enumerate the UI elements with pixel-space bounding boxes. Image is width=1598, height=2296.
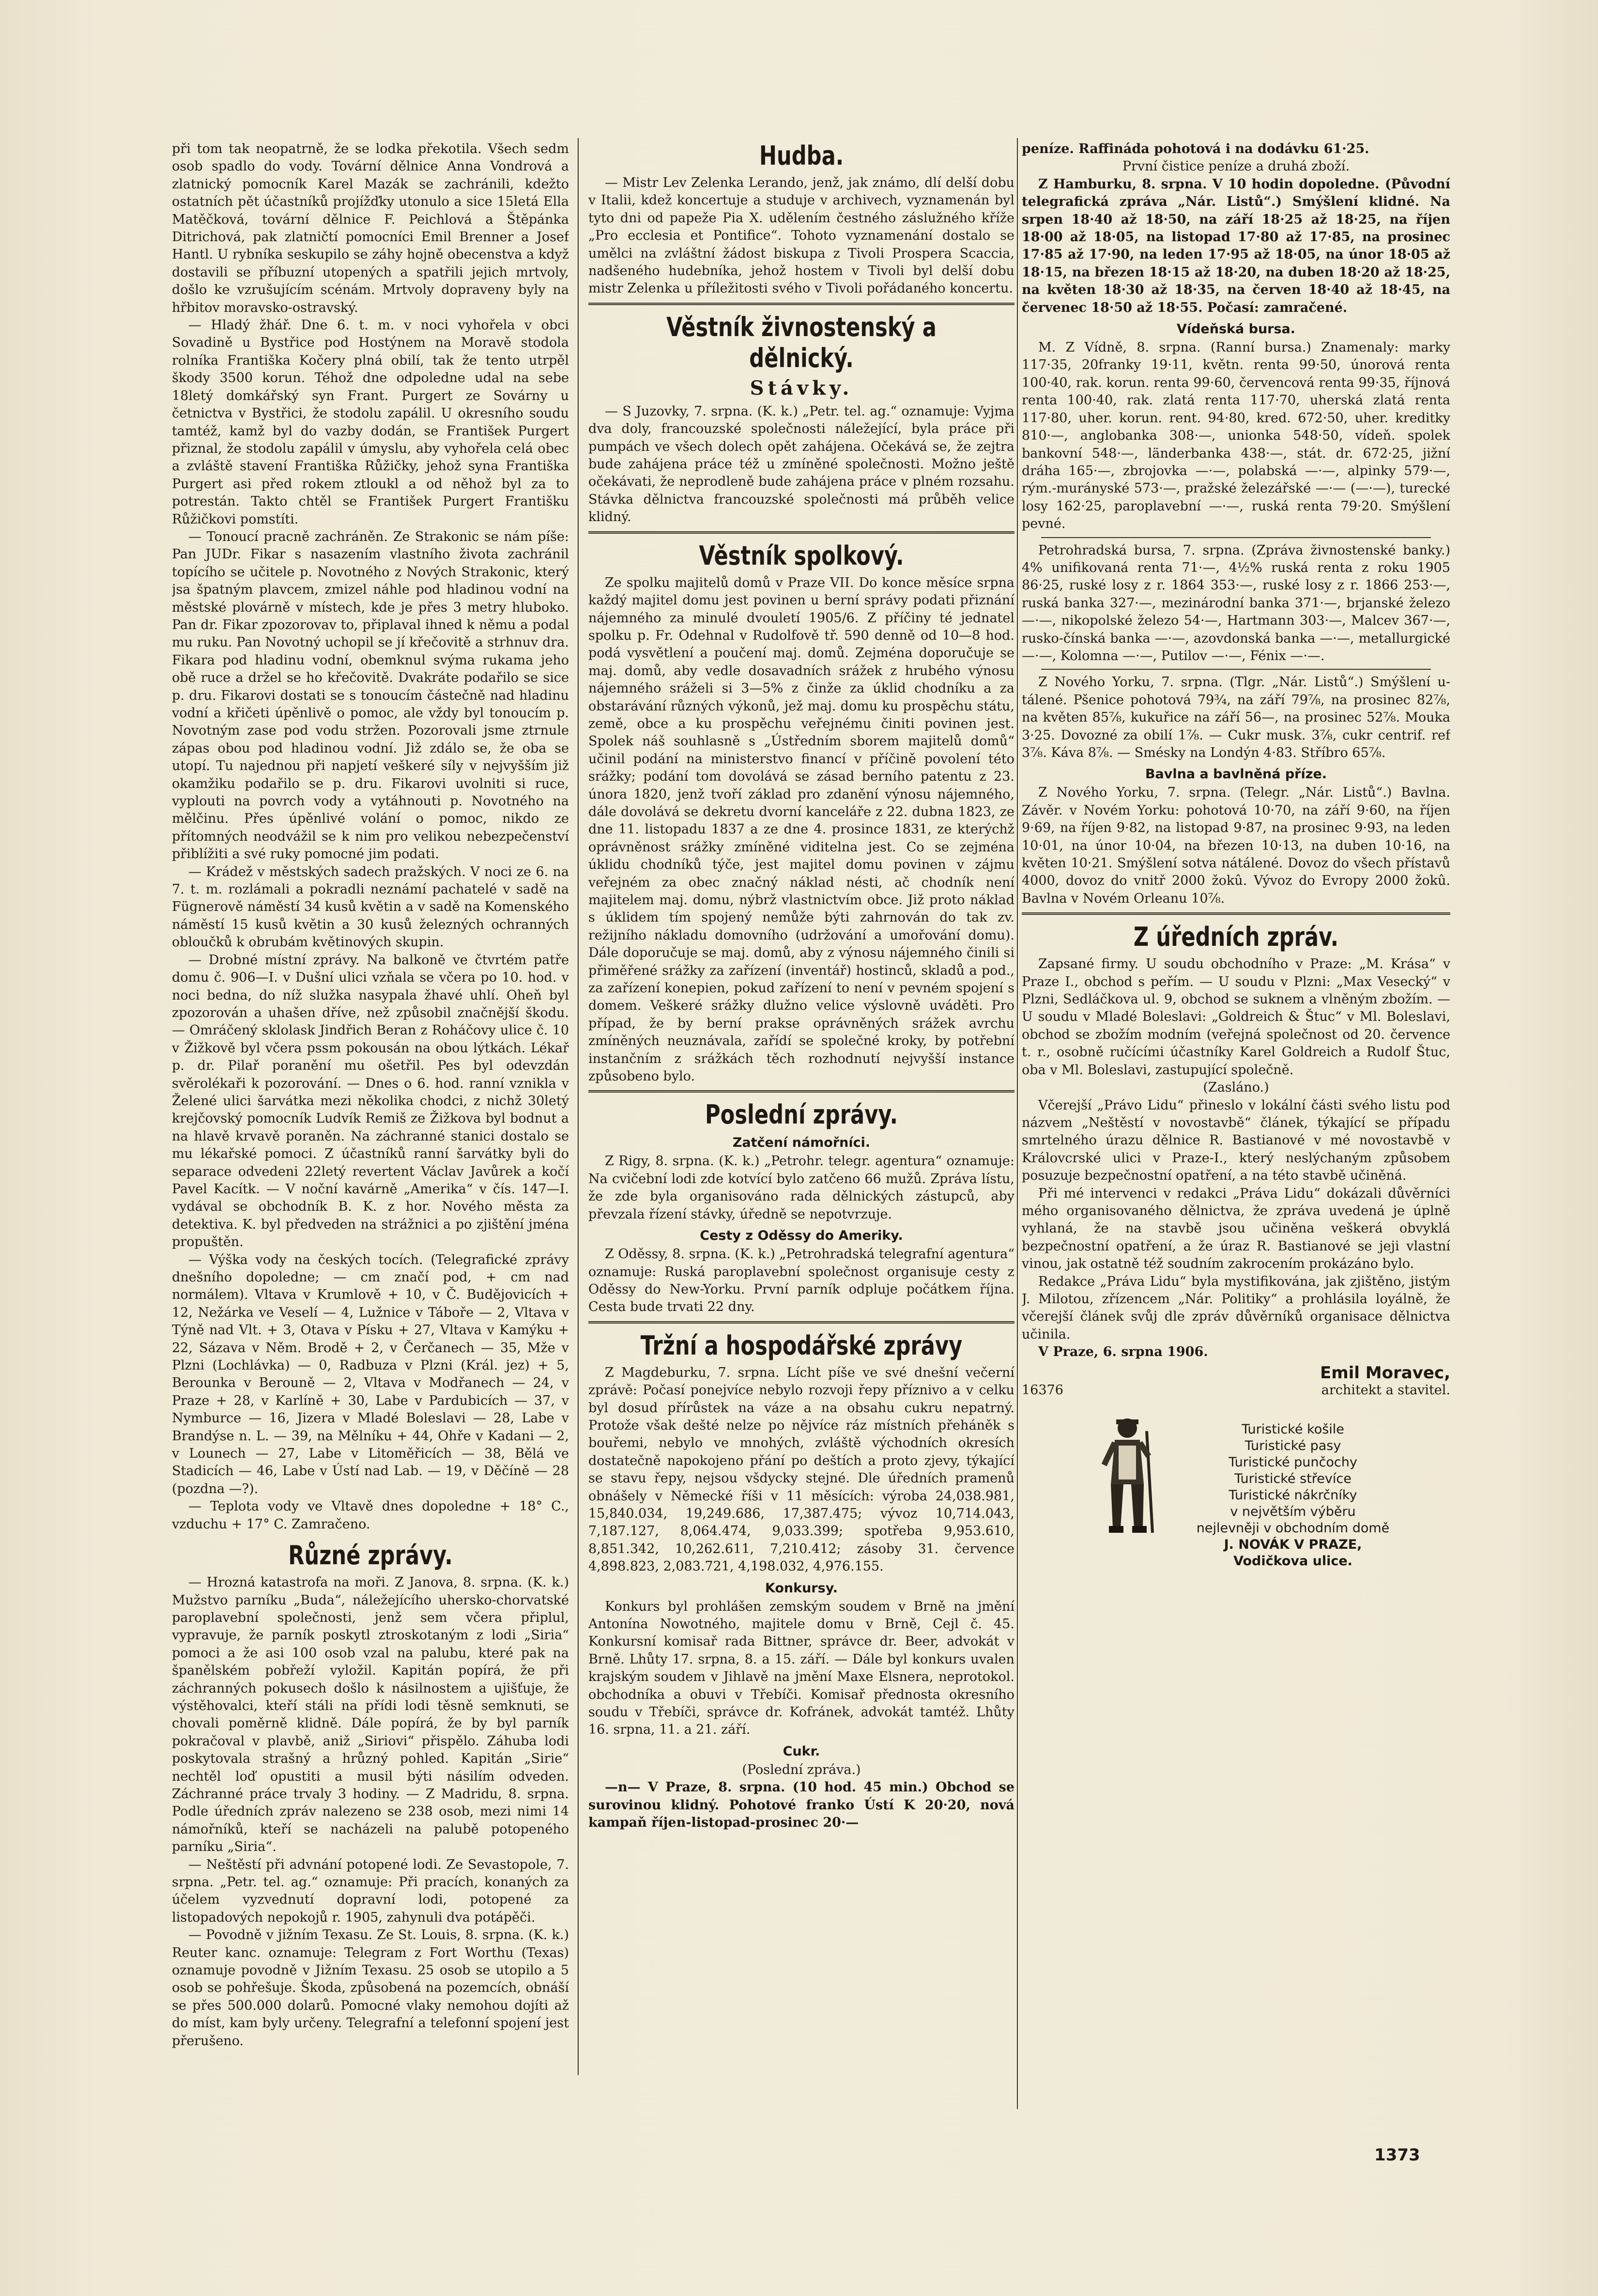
article-paragraph: — Teplota vody ve Vltavě dnes dopoledne + 18° C., vzduchu + 17° C. Zamračeno. [172, 1499, 569, 1532]
ad-line: Turistické střevíce [1234, 1471, 1352, 1487]
ad-line: Turistické košile [1242, 1422, 1344, 1437]
article-paragraph: — Drobné místní zprávy. Na balkoně ve čtvrtém patře domu č. 906—I. v Dušní ulici vzňala se včera po 10. hod. v noci bedna, do níž služka nasypala žhavé uhlí. Oheň byl zpozorován a uhašen dříve, než způsobil značnější škodu. — Omráčený sklolask Jindřich Beran z Roháčovy ulice č. 10 v Žižkově byl včera pssm pokousán na obou lýtkách. Lékař p. dr. Pilař poranění mu ošetřil. Pes byl odevzdán svěrolékaři k pozorování. — Dnes o 6. hod. ranní vznikla v Želené ulici šarvátka mezi několika chodci, z nichž 30letý krejčovský pomocník Ludvík Remiš ze Žižkova byl bodnut a na hlavě krvavě poraněn. Na záchranné stanici dostalo se mu lékařské pomoci. Z účastníků ranní šarvátky byli do separace odvedeni 22letý revertent Václav Javůrek a kočí Pavel Kacítk. — V noční kavárně „Amerika“ v čís. 147—I. vydával se obchodník B. K. z hor. Nového města za detektiva. K. byl předveden na strážnici a po zjištění jména propuštěn. [172, 952, 569, 1250]
article-paragraph: — Povodně v jižním Texasu. Ze St. Louis, 8. srpna. (K. k.) Reuter kanc. oznamuje: Telegram z Fort Worthu (Texas) oznamuje povodně v Jižním Texasu. 25 osob se utopilo a 5 osob se pohřešuje. Škoda, způsobená na pozemcích, obnáší se přes 500.000 dolarů. Pomocné vlaky nemohou dojíti až do míst, kam byly určeny. Telegrafní a telefonní spojení jest přerušeno. [172, 1927, 569, 2049]
section-divider [588, 531, 1014, 534]
article-paragraph: — Hladý žhář. Dne 6. t. m. v noci vyhořela v obci Sovadině u Bystřice pod Hostýnem na Moravě stodola rolníka Františka Kočery plná obilí, tak že tento utrpěl škody 3500 korun. Téhož dne odpoledne udal na sebe 18letý domkářský syn Frant. Purgert ze Sovárny u četnictva v Bystřici, že stodolu zapálil. U okresního soudu tamtéž, kamž byl do vazby dodán, se František Purgert přiznal, že stodolu zapálil v úmyslu, aby vyhořela celá obec a zvláště stavení Františka Růžičky, jehož syna Františka Purgert asi před rokem ztloukl a od něhož byl za to potrestán. Takto chtěl se František Purgert Františku Růžičkovi pomstíti. [172, 318, 569, 527]
column-right [1022, 140, 1450, 2131]
section-divider [1041, 537, 1431, 538]
article-paragraph: Zapsané firmy. U soudu obchodního v Praze: „M. Krása“ v Praze I., obchod s peřím. — U soudu v Plzni: „Max Vesecký“ v Plzni, Sedláčkova ul. 9, obchod se suknem a vlněným zbožím. — U soudu v Mladé Boleslavi: „Goldreich & Štuc“ v Ml. Boleslavi, obchod se zbožím modním (veřejná společnost od 20. července t. r., osobně ručícími účastníky Karel Goldreich a Rudolf Štuc, oba v Ml. Boleslavi, zastupující společně. [1022, 956, 1450, 1078]
article-paragraph: Z Hamburku, 8. srpna. V 10 hodin dopoledne. (Původní telegrafická zpráva „Nár. Listů“.) Smýšlení klidné. Na srpen 18·40 až 18·50, na září 18·25 až 18·25, na říjen 18·00 až 18·05, na listopad 17·80 až 17·85, na prosinec 17·85 až 17·90, na leden 17·95 až 18·05, na únor 18·05 až 18·15, na březen 18·15 až 18·20, na duben 18·20 až 18·25, na květen 18·30 až 18·35, na červen 18·40 až 18·45, na červenec 18·50 až 18·55. Počasí: zamračené. [1022, 176, 1450, 315]
article-paragraph: M. Z Vídně, 8. srpna. (Ranní bursa.) Znamenaly: marky 117·35, 20franky 19·11, květn. renta 99·50, únorová renta 100·40, rak. korun. renta 99·60, červencová renta 99·35, říjnová renta 100·40, rak. zlatá renta 117·70, uherská zlatá renta 117·80, uher. korun. rent. 94·80, kred. 672·50, uher. kreditky 810·—, anglobanka 308·—, unionka 548·50, vídeň. spolek bankovní 548·—, länderbanka 438·—, stát. dr. 672·25, jižní dráha 165·—, zbrojovka —·—, polabská —·—, alpinky 579·—, rým.-murányské 573·—, pražské železářské —·— (—·—), turecké losy 162·25, paroplavební —·—, ruská renta 79·20. Smýšlení pevné. [1022, 340, 1450, 532]
article-paragraph: — Neštěstí při advnání potopené lodi. Ze Sevastopole, 7. srpna. „Petr. tel. ag.“ oznamuje: Při pracích, konaných za účelem vyzvednutí dopravní lodi, potopené za listopadových nepokojů r. 1905, zahynuli dva potápěči. [172, 1857, 569, 1925]
column-divider [578, 138, 579, 2075]
article-paragraph: — Mistr Lev Zelenka Lerando, jenž, jak známo, dlí delší dobu v Italii, kdež koncertuje a studuje v archivech, vyznamenán byl tyto dni od papeže Pia X. udělením čestného záslužného kříže „Pro ecclesia et Pontifice“. Tohoto vyznamenání dostalo se umělci na zvláštní žádost biskupa z Tivoli Prospera Scaccia, nadšeného hudebníka, jehož hostem v Tivoli byl delší dobu mistr Zelenka u příležitosti svého v Tivoli pořádaného koncertu. [588, 175, 1014, 296]
ad-line: v největším výběru [1230, 1504, 1356, 1520]
article-paragraph: Včerejší „Právo Lidu“ přineslo v lokální části svého listu pod názvem „Neštěstí v novostavbě“ článek, týkající se případu smrtelného úrazu dělnice R. Bastianové v mé novostavbě v Královcrské ulici v Praze-I., který neslýchaným způsobem posuzuje bezpečnostní opatření, a na této stavbě učiněná. [1022, 1097, 1450, 1184]
subheading-cukr-note: (Poslední zpráva.) [742, 1762, 861, 1777]
section-heading-ruzne: Různé zprávy. [288, 1540, 453, 1571]
article-paragraph: Z Rigy, 8. srpna. (K. k.) „Petrohr. telegr. agentura“ oznamuje: Na cvičební lodi zde kotvící bylo zatčeno 66 mužů. Zpráva lístu, že zde byla organisováno rada dělnických zástupců, aby převzala řízení stávky, úředně se nepotvrzuje. [588, 1154, 1014, 1222]
article-paragraph: Petrohradská bursa, 7. srpna. (Zpráva živnostenské banky.) 4% unifikovaná renta 71·—, 4½% ruská renta z roku 1905 86·25, ruské losy z r. 1864 353·—, ruské losy z r. 1866 253·—, ruská banka 327·—, mezinárodní banka 371·—, brjanské železo —·—, nikopolské železo 54·—, Hartmann 303·—, Malcev 367·—, rusko-čínská banka —·—, azovdonská banka —·—, metallurgické —·—, Kolomna —·—, Putilov —·—, Fénix —·—. [1022, 542, 1450, 663]
page-number: 1373 [1374, 2145, 1420, 2165]
ad-line: nejlevněji v obchodním domě [1196, 1521, 1390, 1536]
article-paragraph: — Hrozná katastrofa na moři. Z Janova, 8. srpna. (K. k.) Mužstvo parníku „Buda“, náležejícího uhersko-chorvatské paroplavební společnosti, jenž sem včera připlul, vypravuje, že parník poskytl ztroskotaným z lodi „Siria“ pomoci a že asi 100 osob vzal na palubu, které pak na španělském pobřeží vyložil. Kapitán popírá, že při záchranných pokusech došlo k násilnostem a ujišťuje, že výstěhovalci, kteří stáli na přídi lodi těsně semknuti, se chovali poměrně klidně. Dále popírá, že by byl parník pokračoval v plavbě, aniž „Siriovi“ přispělo. Záhuba lodi poskytovala strašný a hrůzný pohled. Kapitán „Sirie“ nechtěl loď opustiti a musil býti násilím odveden. Záchranné práce trvaly 3 hodiny. — Z Madridu, 8. srpna. Podle úředních zpráv nalezeno se 238 osob, mezi nimi 14 námořníků, kteří se nacházeli na palubě potopeného parníku „Siria“. [172, 1575, 569, 1855]
section-heading-vestnik-spolkovy: Věstník spolkový. [699, 540, 904, 571]
article-paragraph: — Krádež v městských sadech pražských. V noci ze 6. na 7. t. m. rozlámali a pokradli neznámí pachatelé v sadě na Fügnerově náměstí 34 kusů květin a v sadě na Komenského náměstí 15 kusů květin a 30 kusů železných ochranných obloučků k obrubám květinových skupin. [172, 864, 569, 950]
ad-number: 16376 [1022, 1383, 1063, 1398]
article-paragraph: při tom tak neopatrně, že se lodka překotila. Všech sedm osob spadlo do vody. Tovární dělnice Anna Vondrová a zlatnický pomocník Karel Mazák se zachránili, kdežto ostatních pět účastníků projížďky utonulo a sice 15letá Ella Matěčková, tovární dělnice F. Peichlová a Štěpánka Ditrichová, pak zlatničtí pomocníci Emil Brenner a Josef Hantl. U rybníka seskupilo se záhy hojně obecenstva a když dostavili se příbuzní utopených a spatřili jejich mrtvoly, došlo ke vzrušujícím scénám. Mrtvoly dopraveny byly na hřbitov moravsko-ostravský. [172, 141, 569, 315]
section-heading-hudba: Hudba. [759, 140, 844, 171]
article-paragraph: — S Juzovky, 7. srpna. (K. k.) „Petr. tel. ag.“ oznamuje: Vyjma dva doly, francouzské společnosti náležející, byla práce při pumpách ve všech dolech opět zahájena. Očekává se, že zejtra bude zahájena práce též u zmíněné společnosti. Možno ještě očekávati, že neprodleně bude zahájena práce v plném rozsahu. Stávka dělnictva francouzské společnosti má průběh velice klidný. [588, 403, 1014, 525]
ad-line: Turistické pasy [1245, 1438, 1341, 1454]
subheading-bavlna: Bavlna a bavlněná příze. [1145, 767, 1327, 782]
subheading-konkursy: Konkursy. [765, 1580, 838, 1596]
column-divider [1017, 138, 1018, 2109]
section-heading-uradnich-zprav: Z úředních zpráv. [1133, 922, 1339, 953]
hiker-illustration-icon [1090, 1412, 1162, 1538]
subheading-stavky: Stávky. [750, 376, 853, 400]
article-paragraph: — Výška vody na českých tocích. (Telegrafické zprávy dnešního dopoledne; — cm značí pod, + cm nad normálem). Vltava v Krumlově + 10, v Č. Budějovicích + 12, Nežárka ve Veselí — 4, Lužnice v Táboře — 2, Vltava v Týně nad Vlt. + 3, Otava v Písku + 27, Vltava v Kamýku + 22, Sázava v Něm. Brodě + 2, v Čerčanech — 35, Mže v Plzni (Lochlávka) — 0, Radbuza v Plzni (Král. jez) + 5, Berounka v Berouně — 2, Vltava v Modřanech — 24, v Praze + 28, v Karlíně + 30, Labe v Pardubicích — 37, v Nymburce — 16, Jizera v Mladé Boleslavi — 28, Labe v Brandýse n. L. — 39, na Mělníku + 44, Ohře v Kadani — 2, v Lounech — 27, Labe v Litoměřicích — 38, Bělá ve Stadicích — 46, Labe v Ústí nad Lab. — 19, v Děčíně — 28 (pozdna —?). [172, 1252, 569, 1496]
article-paragraph: Z Magdeburku, 7. srpna. Lícht píše ve své dnešní večerní zprávě: Počasí ponejvíce nebylo rozvoji řepy příznivo a v celku byl dosud přírůstek na váze a na obsahu cukru nepatrný. Protože však dešté nelze po nějvíce ráz místních přeháněk s bouřemi, nebylo ve mnohých, zvláště východních okresích dostatečně napokojeno přání po deštích a proto zjevy, týkající se stavu řepy, nejsou všdycky stejné. Dle úředních pramenů obnášely v Německé říši v 11 měsících: výroba 24,038.981, 15,840.034, 19,249.686, 17,387.475; vývoz 10,714.043, 7,187.127, 8,064.474, 9,033.399; spotřeba 9,953.610, 8,851.342, 10,262.611, 7,210.412; zásoby 31. července 4,898.823, 2,083.721, 4,198.032, 4,976.155. [588, 1365, 1014, 1574]
section-divider [588, 1090, 1014, 1093]
section-divider [588, 303, 1014, 305]
article-paragraph: Z Nového Yorku, 7. srpna. (Telegr. „Nár. Listů“.) Bavlna. Závěr. v Novém Yorku: pohotová 10·70, na září 9·60, na říjen 9·69, na říjen 9·82, na listopad 9·87, na prosinec 9·93, na leden 10·01, na únor 10·04, na březen 10·13, na duben 10·16, na květen 10·21. Smýšlení sotva nátálené. Dovoz do všech přístavů 4000, dovoz do vnitř 2000 žokû. Vývoz do Evropy 2000 žokû. Bavlna v Novém Orleanu 10⅞. [1022, 785, 1450, 906]
section-divider [1041, 669, 1431, 670]
article-paragraph: Konkurs byl prohlášen zemským soudem v Brně na jmění Antonína Nowotného, majitele domu v Brně, Cejl č. 45. Konkursní komisař rada Bittner, správce dr. Beer, advokát v Brně. Lhůty 17. srpna, 8. a 15. září. — Dále byl konkurs uvalen krajským soudem v Jihlavě na jmění Maxe Elsnera, neprotokol. obchodníka a obuvi v Třebíči. Komisař přednosta okresního soudu v Třebíči, správce dr. Kofránek, advokát tamtéž. Lhůty 16. srpna, 11. a 21. září. [588, 1599, 1014, 1738]
section-divider [1022, 912, 1450, 915]
ad-line: Turistické punčochy [1229, 1455, 1357, 1470]
subheading-cukr: Cukr. [783, 1743, 820, 1759]
article-paragraph: První čistice peníze a druhá zboží. [1122, 159, 1350, 174]
subheading-zatceni: Zatčení námořníci. [732, 1135, 871, 1151]
ad-line: Vodičkova ulice. [1233, 1554, 1352, 1569]
column-left [172, 140, 569, 2179]
article-paragraph: peníze. Raffináda pohotová i na dodávku 61·25. [1022, 141, 1369, 156]
article-paragraph: Ze spolku majitelů domů v Praze VII. Do konce měsíce srpna každý majitel domu jest povinen u berní správy podati přiznání nájemného za minulé dvouletí 1905/6. Z příčiny té jednatel spolku p. Fr. Odehnal v Rudolfově tř. 590 denně od 10—8 hod. podá vysvětlení a poučení maj. domů. Zejména doporučuje se maj. domů, aby vedle dosavadních srážek z hrubého výnosu nájemného sráželi si 3—5% z činže za úklid chodníku a za obstarávání různých výkonů, jež maj. domu ku prospěchu státu, země, obce a ku prospěchu veřejnému činiti povinen jest. Spolek náš souhlasně s „Ústředním sborem majitelů domů“ učinil podání na ministerstvo financí v příčině povolení této srážky; podání tom dovolává se zásad berního patentu z 23. února 1820, jenž tvoří základ pro zdanění výnosu nájemného, dále dovolává se dekretu dvorní kanceláře z 22. dubna 1823, ze dne 11. listopadu 1837 a ze dne 4. prosince 1831, ze kterýchž oprávněnost srážky zmíněné viditelna jest. Co se zejména úklidu chodníků týče, jest majitel domu povinen v zájmu veřejném za obec značný náklad nésti, ač chodník není majitelem maj. domu, nýbrž vlastnictvím obce. Již proto náklad s úklidem tím spojený nemůže býti zahrnován do tak zv. režijního nákladu domovního (udržování a umořování domu). Dále doporučuje se maj. domů, aby z výnosu nájemného činili si přiměřené srážky za zařízení (inventář) hostinců, skladů a pod., za zařízení konepien, pokud zařízení to není v pevném spojení s domem. Veškeré srážky dlužno velice výslovně uváděti. Pro případ, že by berní prakse oprávněných srážek avrchu zmíněných neuznávala, zařídí se společné kroky, by potřební instančním z srážkách těch rozhodnutí nejvyšší instance způsobeno bylo. [588, 575, 1014, 1084]
ad-line: J. NOVÁK V PRAZE, [1224, 1537, 1362, 1553]
signature-row [1022, 1382, 1450, 1399]
article-paragraph: Při mé intervenci v redakci „Práva Lidu“ dokázali důvěrníci mého organisovaného dělnictva, že zpráva uvedená je úplně vyhlaná, že na stavbě jsou učiněna veškerá obvyklá bezpečnostní opatření, a že úraz R. Bastianové se jeji vlastní vinou, jak ostatně též soudním zakrocením prokázáno bylo. [1022, 1186, 1450, 1272]
ad-line: Turistické nákrčníky [1229, 1488, 1357, 1503]
section-heading-vestnik-zivnostensky: Věstník živnostenský a dělnický. [666, 311, 937, 373]
section-divider [588, 1321, 1014, 1324]
signature-title: architekt a stavitel. [1321, 1383, 1450, 1398]
dateline: V Praze, 6. srpna 1906. [1038, 1344, 1208, 1360]
subheading-videnska-bursa: Vídeňská bursa. [1176, 322, 1296, 337]
column-middle [588, 140, 1014, 2160]
article-paragraph: —n— V Praze, 8. srpna. (10 hod. 45 min.) Obchod se surovinou klidný. Pohotové franko Ústí K 20·20, nová kampaň říjen-listopad-prosinec 20·— [588, 1780, 1014, 1831]
advertisement-text [1167, 1421, 1419, 1570]
article-paragraph: Z Nového Yorku, 7. srpna. (Tlgr. „Nár. Listů“.) Smýšlení u-tálené. Pšenice pohotová 79¾, na září 79⅞, na prosinec 82⅞, na květen 85⅞, kukuřice na září 56—, na prosinec 52⅞. Mouka 3·25. Dovozné za obilí 1⅞. — Cukr musk. 3⅞, cukr centrif. ref 3⅞. Káva 8⅞. — Smésky na Londýn 4·83. Stříbro 65⅞. [1022, 675, 1450, 760]
zaslano-label: (Zasláno.) [1203, 1080, 1269, 1095]
article-paragraph: — Tonoucí pracně zachráněn. Ze Strakonic se nám píše: Pan JUDr. Fikar s nasazením vlastního života zachránil topícího se učitele p. Novotného z Nových Strakonic, který jsa špatným plavcem, zmizel náhle pod hladinou vodní na městské plovárně v místech, kde je přes 3 metry hluboko. Pan dr. Fikar zpozorovav to, připlaval ihned k němu a podal mu ruku. Pan Novotný uchopil se jí křečovitě a strhnuv dra. Fikara pod hladinu vodní, obemknul svýma rukama jeho obě ruce a držel se ho křečovitě. Dvakráte podařilo se sice p. dru. Fikarovi dostati se s tonoucím částečně nad hladinu vodní a křičeti úpěnlivě o pomoc, ale vždy byl tonoucím p. Novotným zase pod vodu stržen. Pozorovali jsme ztrnule zápas obou pod hladinou vodní. Již zdálo se, že oba se utopí. Tu najednou při napjetí veškeré síly v nejvyšším již okamžiku podařilo se p. dru. Fikarovi uvolniti si ruce, vyplouti na povrch vody a vytáhnouti p. Novotného na mělčinu. Přes úpěnlivé volání o pomoc, nikdo ze přítomných neodvážil se k nim pro velikou nebezpečenství přiblížiti a své ruky pomocné jim podati. [172, 529, 569, 862]
section-heading-posledni-zpravy: Poslední zprávy. [705, 1099, 898, 1130]
subheading-cesty: Cesty z Oděssy do Ameriky. [700, 1228, 903, 1244]
article-paragraph: Z Oděssy, 8. srpna. (K. k.) „Petrohradská telegrafní agentura“ oznamuje: Ruská paroplavební společnost organisuje cesty z Oděssy do New-Yorku. První parník odpluje počátkem října. Cesta bude trvati 22 dny. [588, 1247, 1014, 1315]
signature-name: Emil Moravec, [1320, 1363, 1450, 1383]
advertisement-turisticke [1022, 1412, 1450, 1569]
article-paragraph: Redakce „Práva Lidu“ byla mystifikována, jak zjištěno, jistým J. Milotou, zřízencem „Nár. Politiky“ a prohlásila loyálně, že včerejší článek svůj dle zpráv důvěrníků organisace dělnictva učinila. [1022, 1274, 1450, 1342]
section-heading-trzni: Tržní a hospodářské zprávy [640, 1330, 963, 1361]
